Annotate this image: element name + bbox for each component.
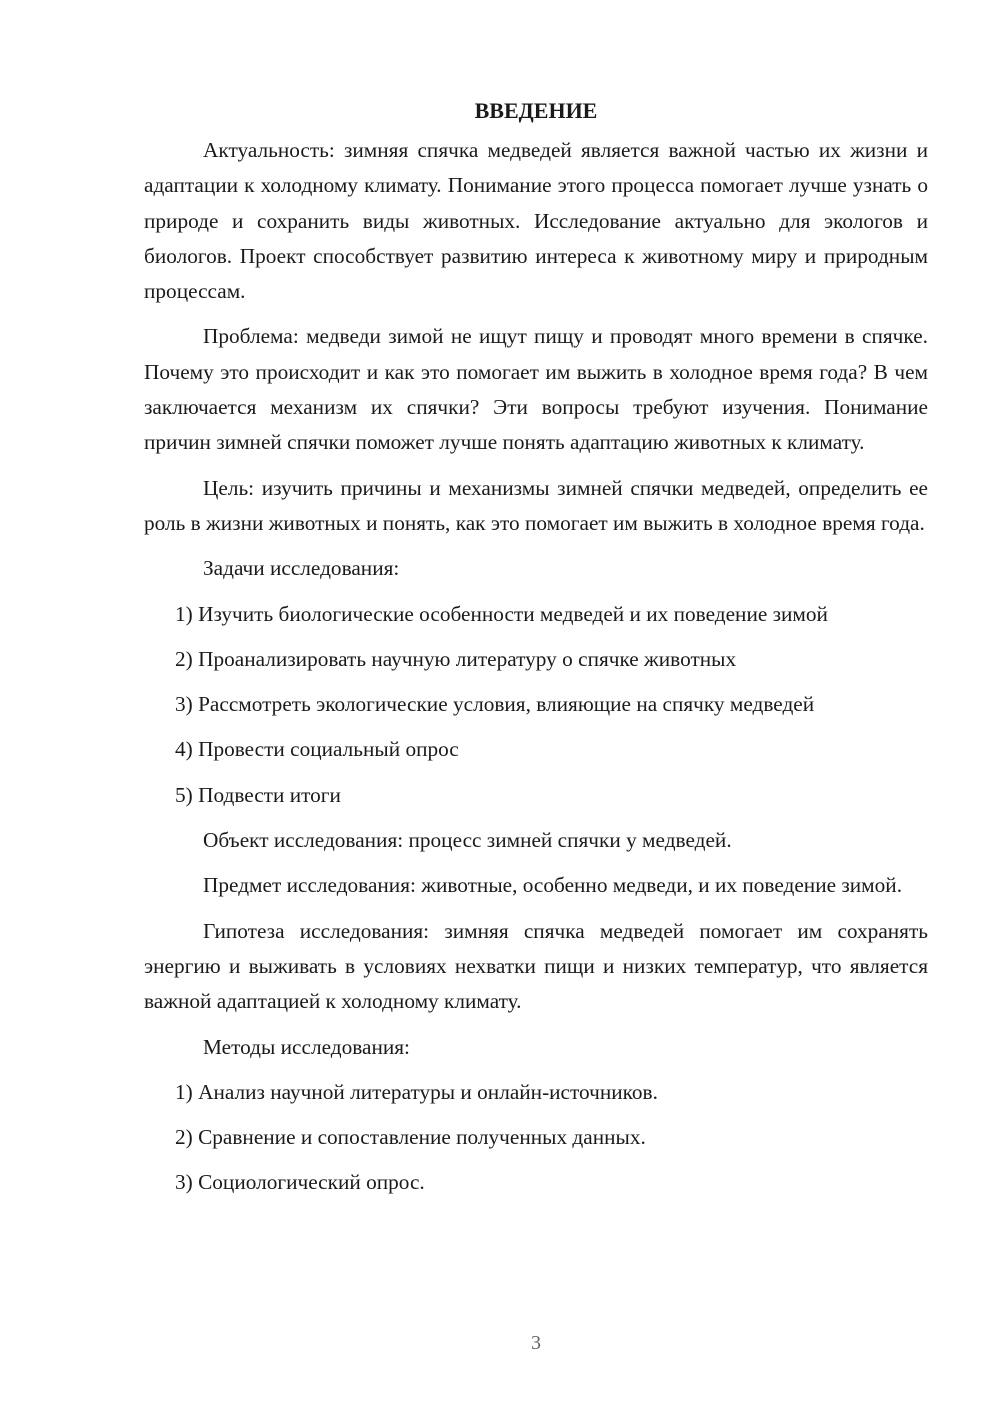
relevance-paragraph: Актуальность: зимняя спячка медведей является важной частью их жизни и адаптации к холодному климату. Понимание этого процесса помогает лучше узнать о природе и сохранить виды животных. Исследование актуально для экологов и биологов. Проект способствует развитию интереса к животному миру и природным процессам. (144, 138, 928, 304)
hypothesis-paragraph: Гипотеза исследования: зимняя спячка медведей помогает им сохранять энергию и выживать в условиях нехватки пищи и низких температур, что является важной адаптацией к холодному климату. (144, 918, 928, 1014)
task-item: 2) Проанализировать научную литературу о спячке животных (175, 646, 737, 671)
goal-paragraph: Цель: изучить причины и механизмы зимней спячки медведей, определить ее роль в жизни животных и понять, как это помогает им выжить в холодное время года. (144, 475, 928, 535)
task-item: 4) Провести социальный опрос (175, 737, 459, 762)
task-item: 3) Рассмотреть экологические условия, влияющие на спячку медведей (175, 692, 815, 717)
tasks-list (144, 597, 928, 813)
subject-paragraph: Предмет исследования: животные, особенно медведи, и их поведение зимой. (203, 873, 903, 898)
problem-paragraph: Проблема: медведи зимой не ищут пищу и проводят много времени в спячке. Почему это происходит и как это помогает им выжить в холодное время года? В чем заключается механизм их спячки? Эти вопросы требуют изучения. Понимание причин зимней спячки поможет лучше понять адаптацию животных к климату. (144, 324, 928, 455)
methods-list (144, 1075, 928, 1201)
object-paragraph: Объект исследования: процесс зимней спячки у медведей. (203, 828, 732, 853)
methods-heading: Методы исследования: (203, 1034, 410, 1059)
method-item: 3) Социологический опрос. (175, 1170, 425, 1195)
method-item: 1) Анализ научной литературы и онлайн-источников. (175, 1079, 658, 1104)
task-item: 5) Подвести итоги (175, 782, 341, 807)
tasks-heading: Задачи исследования: (203, 556, 400, 581)
task-item: 1) Изучить биологические особенности медведей и их поведение зимой (175, 601, 828, 626)
document-page (144, 93, 928, 1211)
page-number: 3 (531, 1332, 541, 1354)
section-title: ВВЕДЕНИЕ (474, 98, 598, 123)
method-item: 2) Сравнение и сопоставление полученных данных. (175, 1125, 646, 1150)
